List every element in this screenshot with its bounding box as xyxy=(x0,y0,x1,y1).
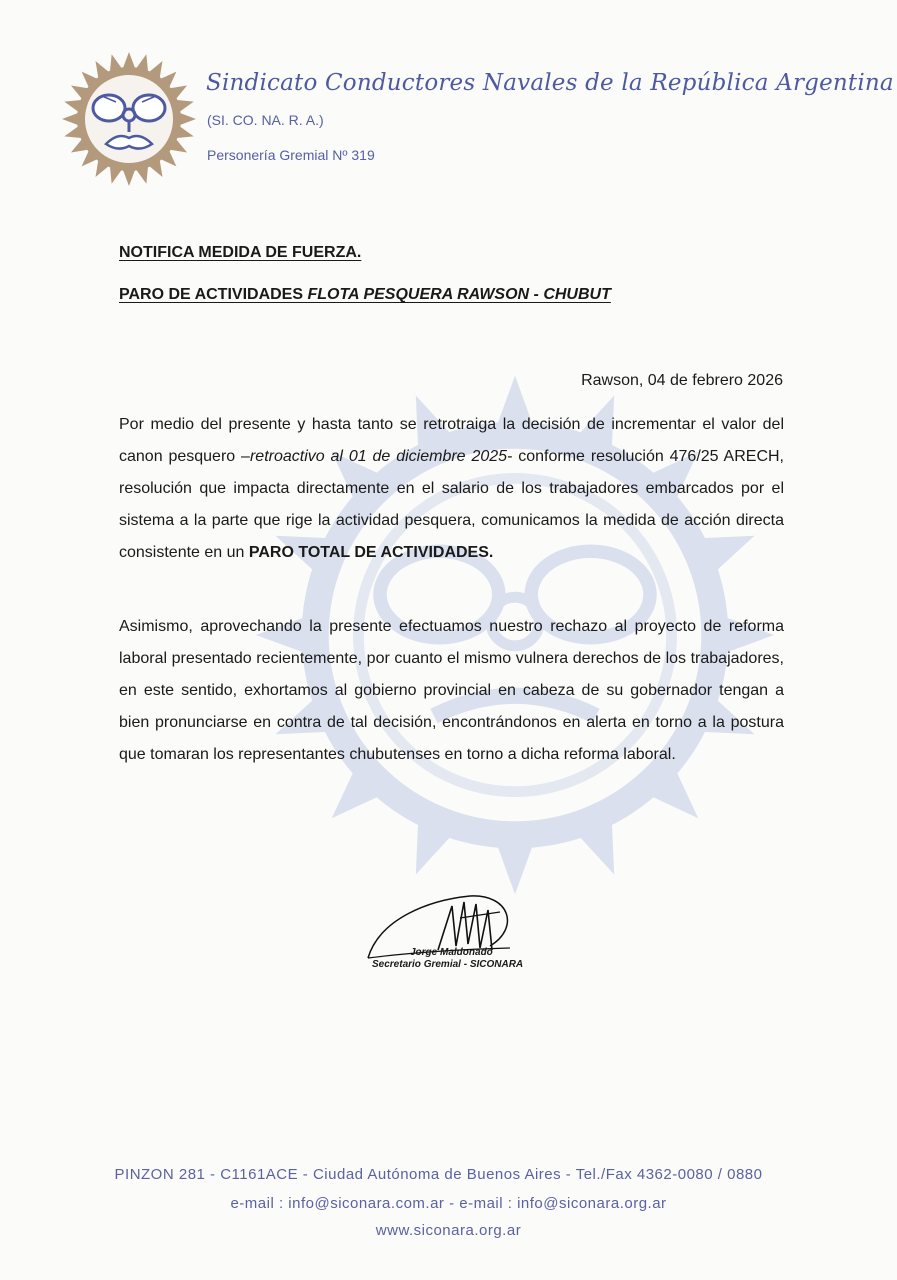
signatory-role: Secretario Gremial - SICONARA xyxy=(372,959,524,970)
org-abbreviation: (SI. CO. NA. R. A.) xyxy=(207,112,324,128)
paragraph-1-part1: Por medio del presente y hasta tanto se retrotraiga la decisión de incrementar el valor del canon pesquero – xyxy=(119,416,784,465)
paragraph-1-bold: PARO TOTAL DE ACTIVIDADES. xyxy=(248,544,494,561)
paragraph-1-italic: retroactivo al 01 de diciembre 2025- xyxy=(249,448,513,465)
union-seal-icon xyxy=(62,52,196,186)
signatory-name: Jorge Maldonado xyxy=(410,947,493,958)
document-date: Rawson, 04 de febrero 2026 xyxy=(581,372,783,389)
org-registration: Personería Gremial Nº 319 xyxy=(207,147,375,163)
paragraph-1 xyxy=(119,409,784,569)
org-name: Sindicato Conductores Navales de la República Argentina xyxy=(206,70,894,96)
footer-address: PINZON 281 - C1161ACE - Ciudad Autónoma de Buenos Aires - Tel./Fax 4362-0080 / 0880 xyxy=(114,1166,763,1183)
strike-heading-fleet: FLOTA PESQUERA RAWSON - CHUBUT xyxy=(307,286,611,303)
strike-heading xyxy=(119,286,611,304)
footer-emails: e-mail : info@siconara.com.ar - e-mail : info@siconara.org.ar xyxy=(230,1195,667,1212)
notice-heading: NOTIFICA MEDIDA DE FUERZA. xyxy=(119,244,362,261)
paragraph-2: Asimismo, aprovechando la presente efectuamos nuestro rechazo al proyecto de reforma laboral presentado recientemente, por cuanto el mismo vulnera derechos de los trabajadores, en este sentido, exhortamos al gobierno provincial en cabeza de su gobernador tengan a bien pronunciarse en contra de tal decisión, encontrándonos en alerta en torno a la postura que tomaran los representantes chubutenses en torno a dicha reforma laboral. xyxy=(119,618,784,763)
strike-heading-prefix: PARO DE ACTIVIDADES xyxy=(119,286,308,303)
paragraph-1-part2: conforme resolución 476/25 ARECH, resolución que impacta directamente en el salario de los trabajadores embarcados por el sistema a la parte que rige la actividad pesquera, comunicamos la medida de acción directa consistente en un xyxy=(119,448,785,561)
footer-website: www.siconara.org.ar xyxy=(375,1222,522,1239)
